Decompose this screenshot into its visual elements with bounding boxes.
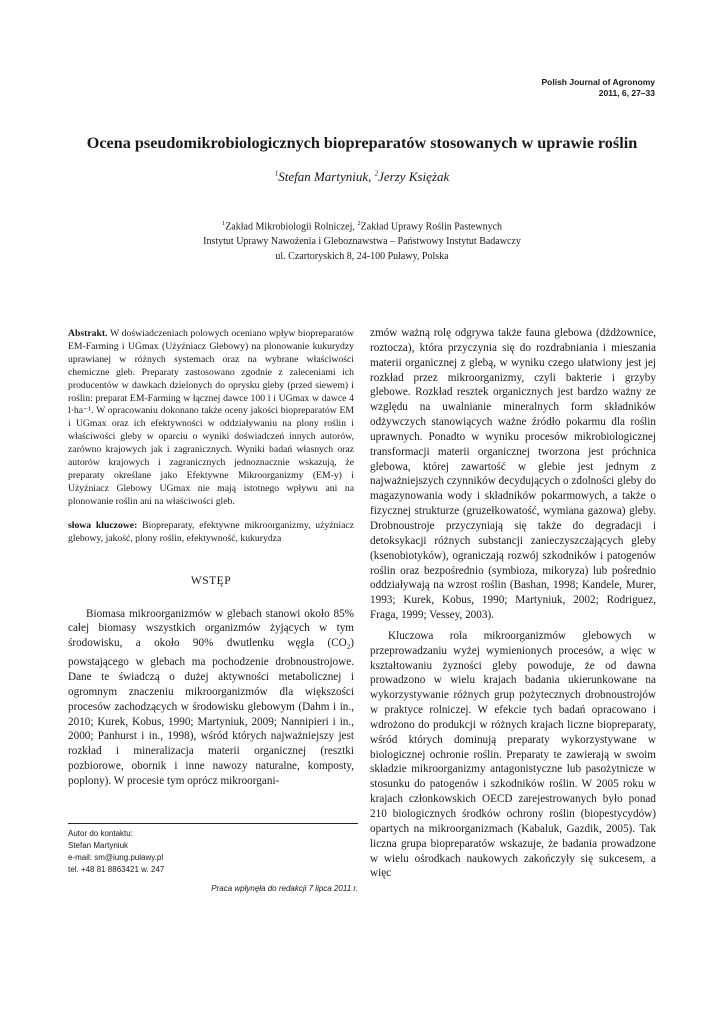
continued-paragraph: zmów ważną rolę odgrywa także fauna glebowa (dżdżownice, roztocza), która przyczynia się do rozdrabniania i mieszania materii organicznej z glebą, w wyniku czego ułatwiony jest jej rozkład przez mikroorganizmy, czyli bakterie i grzyby glebowe. Rozkład resztek organicznych jest bardzo ważny ze względu na uwalnianie mineralnych form składników odżywczych stanowiących ważne źródło pokarmu dla roślin uprawnych. Ponadto w wyniku procesów mikrobiologicznej transformacji materii organicznej tworzona jest próchnica glebowa, której zawartość w glebie jest jednym z najważniejszych czynników decydujących o zdolności gleby do magazynowania wody i składników pokarmowych, a także o fizycznej strukturze (gruzełkowatość, wymiana gazowa) gleby. Drobnoustroje przyczyniają się także do degradacji i detoksykacji różnych substancji zanieczyszczających gleby (ksenobiotyków), ograniczają rozwój szkodników i patogenów roślin oraz bezpośrednio (symbioza, mikoryza) lub pośrednio oddziaływają na wzrost roślin (Bashan, 1998; Kandele, Murer, 1993; Kurek, Kobus, 1990; Martyniuk, 2002; Rodriguez, Fraga, 1999; Vessey, 2003). (370, 327, 656, 622)
abstract (68, 328, 354, 509)
keywords-label: słowa kluczowe: (68, 519, 138, 531)
author2-affil-mark: 2 (374, 169, 379, 178)
intro-text-part1: Biomasa mikroorganizmów w glebach stanowi około 85% całej biomasy wszystkich organizmów żyjących w tym środowisku, a około 90% dwutlenku węgla (CO (68, 607, 354, 650)
unit1: Zakład Mikrobiologii Rolniczej, (225, 221, 358, 233)
contact-heading: Autor do kontaktu: (68, 829, 133, 838)
contact-email[interactable]: e-mail: sm@iung.pulawy.pl (68, 853, 164, 862)
keywords-text: Biopreparaty, efektywne mikroorganizmy, użyźniacz glebowy, jakość, plony roślin, efektywność, kukurydza (68, 519, 354, 544)
contact-phone: tel. +48 81 8863421 w. 247 (68, 865, 165, 874)
author-list (0, 169, 724, 185)
affiliation-units (0, 217, 724, 235)
abstract-label: Abstrakt. (68, 328, 108, 339)
section-heading: WSTĘP (190, 574, 232, 587)
author1-name: Stefan Martyniuk, (278, 169, 375, 184)
contact-name: Stefan Martyniuk (68, 841, 129, 850)
keywords (68, 520, 354, 546)
abstract-text: W doświadczeniach polowych oceniano wpływ biopreparatów EM-Farming i UGmax (Użyźniacz Glebowy) na plonowanie kukurydzy uprawianej w różnych systemach oraz na wybrane właściwości chemiczne gleb. Preparaty zastosowano zgodnie z zaleceniami ich producentów w dawkach dzielonych do oprysku gleby (przed siewem) i roślin: preparat EM-Farming w łącznej dawce 100 l i UGmax w dawce 4 l·ha⁻¹. W opracowaniu dokonano także oceny jakości biopreparatów EM i UGmax oraz ich efektywności w oddziaływaniu na plony roślin i właściwości gleby w oparciu o wyniki doświadczeń innych autorów, zarówno krajowych jak i zagranicznych. Wyniki badań własnych oraz autorów krajowych i zagranicznych jednoznacznie wskazują, że preparaty określane jako Efektywne Mikroorganizmy (EM-y) i Użyźniacz Glebowy UGmax nie mają istotnego wpływu ani na plonowanie roślin ani na właściwości gleb. (68, 328, 354, 507)
right-column (370, 326, 656, 881)
intro-paragraph (68, 607, 354, 789)
contact-footnote (68, 823, 358, 876)
institute-address: ul. Czartoryskich 8, 24-100 Puławy, Polska (275, 250, 449, 262)
journal-header (542, 77, 656, 98)
institute-name: Instytut Uprawy Nawożenia i Gleboznawstwa – Państwowy Instytut Badawczy (203, 236, 521, 248)
unit2-mark: 2 (357, 220, 361, 227)
affiliations (0, 217, 724, 265)
article-title: Ocena pseudomikrobiologicznych biopreparatów stosowanych w uprawie roślin (86, 134, 638, 152)
journal-citation: 2011, 6, 27–33 (598, 87, 655, 98)
intro-text-part2: ) powstającego w glebach ma pochodzenie drobnoustrojowe. Dane te świadczą o dużej aktywności metabolicznej i ogromnym znaczeniu mikroorganizmów dla większości procesów zachodzących w środowisku glebowym (Dahm i in., 2010; Kurek, Kobus, 1990; Martyniuk, 2009; Nannipieri i in., 2000; Panhurst i in., 1998), wśród których najważniejszy jest rozkład i mineralizacja materii organicznej (resztki pozbiorowe, obornik i inne nawozy naturalne, komposty, poplony). W procesie tym oprócz mikroorgani- (68, 637, 354, 788)
author1-affil-mark: 1 (274, 169, 279, 178)
second-paragraph: Kluczowa rola mikroorganizmów glebowych w przeprowadzaniu wyżej wymienionych procesów, a więc w kształtowaniu żyzności gleby powoduje, że od dawna prowadzono w wielu krajach badania ukierunkowane na wykorzystywanie różnych grup pożytecznych drobnoustrojów w praktyce rolniczej. W efekcie tych badań opracowano i wdrożono do produkcji w różnych krajach liczne biopreparaty, wśród których dominują preparaty wykorzystywane w biologicznej ochronie roślin. Preparaty te zawierają w swoim składzie mikroorganizmy antagonistyczne lub pasożytnicze w stosunku do patogenów i szkodników roślin. W 2005 roku w krajach członkowskich OECD zarejestrowanych było ponad 210 biologicznych środków ochrony roślin (biopestycydów) opartych na mikroorganizmach (Kabaluk, Gazdik, 2005). Tak liczna grupa biopreparatów wskazuje, że badania prowadzone w wielu ośrodkach naukowych zakończyły się sukcesem, a więc (370, 629, 656, 880)
author2-name: Jerzy Księżak (378, 169, 450, 184)
left-column (68, 328, 354, 789)
unit1-mark: 1 (221, 220, 226, 227)
received-date: Praca wpłynęła do redakcji 7 lipca 2011 r. (211, 884, 358, 893)
co2-subscript: 2 (346, 643, 351, 652)
unit2: Zakład Uprawy Roślin Pastewnych (360, 221, 503, 233)
journal-name: Polish Journal of Agronomy (541, 77, 655, 87)
